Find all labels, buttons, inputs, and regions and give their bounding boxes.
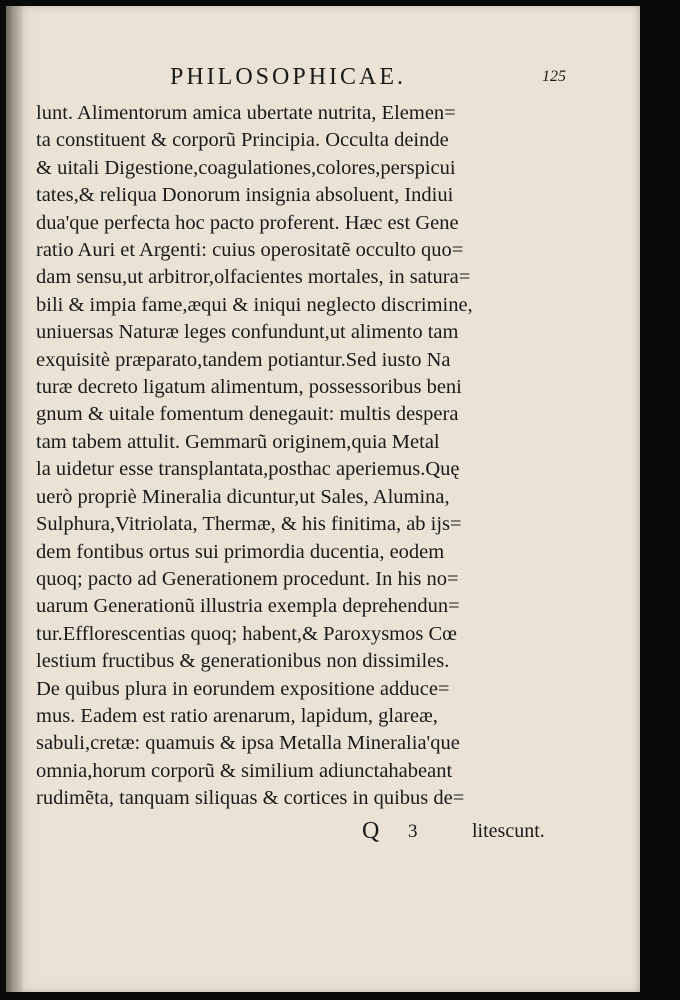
- text-line: turæ decreto ligatum alimentum, possessoribus beni: [36, 376, 462, 399]
- text-line: exquisitè præparato,tandem potiantur.Sed iusto Na: [36, 348, 451, 371]
- book-page: [6, 6, 640, 992]
- text-line: & uitali Digestione,coagulationes,colores,perspicui: [36, 156, 456, 179]
- text-line: dam sensu,ut arbitror,olfacientes mortales, in satura=: [36, 266, 471, 289]
- text-line: lunt. Alimentorum amica ubertate nutrita, Elemen=: [36, 102, 456, 124]
- text-line: gnum & uitale fomentum denegauit: multis despera: [36, 403, 459, 426]
- page-number: 125: [542, 68, 566, 85]
- text-line: tur.Efflorescentias quoq; habent,& Paroxysmos Cœ: [36, 622, 457, 645]
- text-line: ta constituent & corporũ Principia. Occulta deinde: [36, 129, 449, 152]
- text-line: Sulphura,Vitriolata, Thermæ, & his finitima, ab ijs=: [36, 513, 462, 536]
- text-line: uerò propriè Mineralia dicuntur,ut Sales, Alumina,: [36, 485, 450, 508]
- signature-mark: Q: [362, 818, 380, 844]
- page-header: [6, 64, 640, 100]
- text-line: la uidetur esse transplantata,posthac aperiemus.Quę: [36, 458, 460, 481]
- text-line: omnia,horum corporũ & similium adiunctahabeant: [36, 759, 453, 782]
- text-line: lestium fructibus & generationibus non dissimiles.: [36, 650, 450, 673]
- text-line: dem fontibus ortus sui primordia ducentia, eodem: [36, 540, 445, 563]
- catchword: litescunt.: [472, 820, 545, 842]
- text-line: rudimẽta, tanquam siliquas & cortices in quibus de=: [36, 787, 465, 810]
- text-line: mus. Eadem est ratio arenarum, lapidum, glareæ,: [36, 704, 438, 727]
- text-line: ratio Auri et Argenti: cuius operositatẽ occulto quo=: [36, 239, 464, 262]
- text-line: De quibus plura in eorundem expositione adduce=: [36, 677, 450, 700]
- text-line: uarum Generationũ illustria exempla deprehendun=: [36, 595, 460, 618]
- text-line: tates,& reliqua Donorum insignia absoluent, Indiui: [36, 184, 454, 207]
- text-line: quoq; pacto ad Generationem procedunt. In his no=: [36, 567, 459, 590]
- running-head: PHILOSOPHICAE.: [170, 64, 407, 90]
- page-footer: [6, 818, 640, 848]
- text-line: tam tabem attulit. Gemmarũ originem,quia Metal: [36, 430, 440, 453]
- text-line: dua'que perfecta hoc pacto proferent. Hæc est Gene: [36, 211, 459, 234]
- body-text: [36, 100, 596, 813]
- text-line: bili & impia fame,æqui & iniqui neglecto discrimine,: [36, 293, 473, 316]
- signature-number: 3: [408, 821, 418, 842]
- text-line: sabuli,cretæ: quamuis & ipsa Metalla Mineralia'que: [36, 732, 460, 755]
- text-line: uniuersas Naturæ leges confundunt,ut alimento tam: [36, 321, 459, 344]
